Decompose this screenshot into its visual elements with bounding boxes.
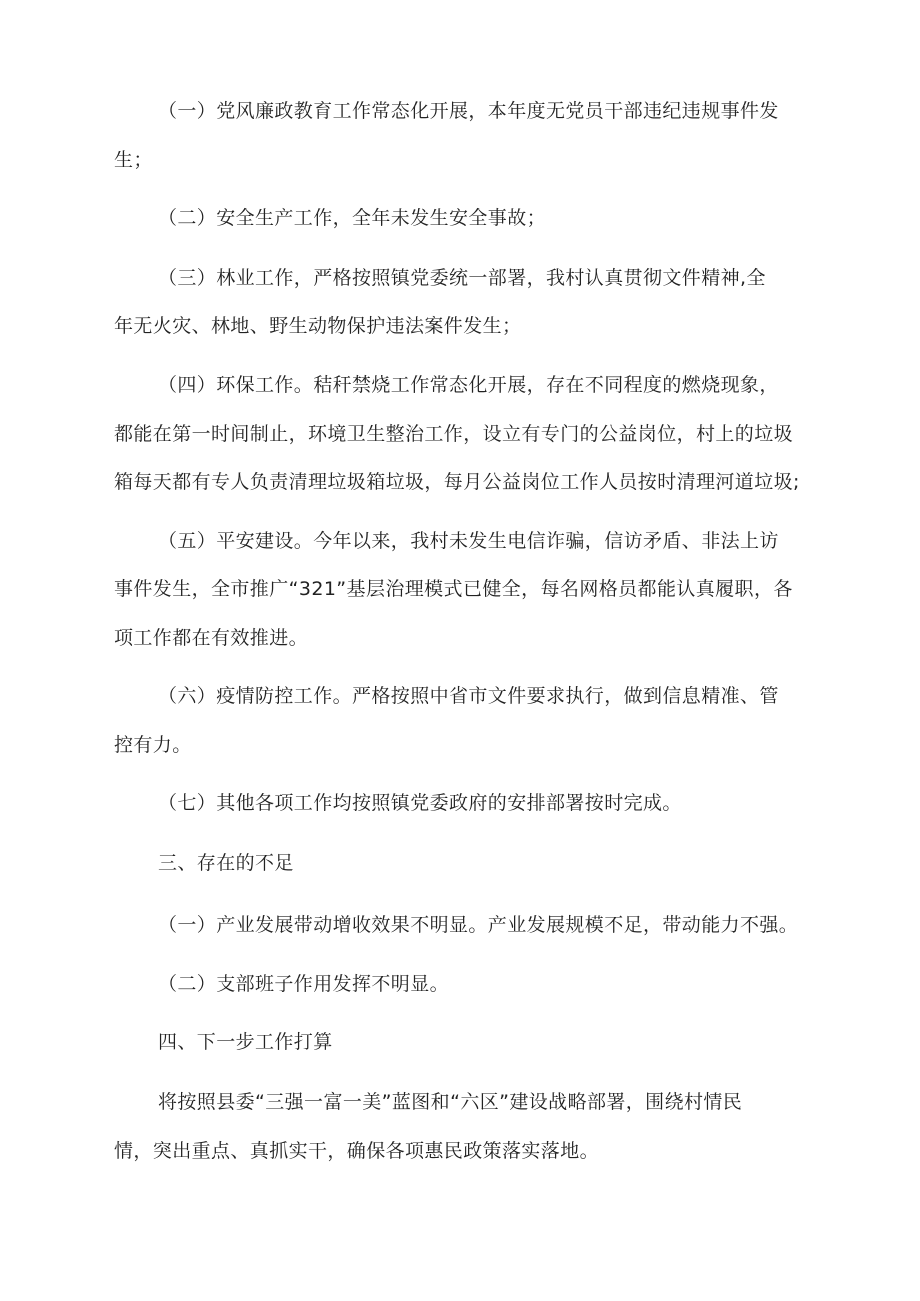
paragraph-line: 箱每天都有专人负责清理垃圾箱垃圾，每月公益岗位工作人员按时清理河道垃圾; [114,471,800,493]
paragraph-line: 都能在第一时间制止，环境卫生整治工作，设立有专门的公益岗位，村上的垃圾 [114,423,794,445]
paragraph-line: （六）疫情防控工作。严格按照中省市文件要求执行，做到信息精准、管 [158,685,779,707]
paragraph-line: 情，突出重点、真抓实干，确保各项惠民政策落实落地。 [114,1140,600,1162]
paragraph-line: 项工作都在有效推进。 [114,627,309,649]
paragraph-line: （四）环保工作。秸秆禁烧工作常态化开展，存在不同程度的燃烧现象， [158,374,779,396]
paragraph-line: （七）其他各项工作均按照镇党委政府的安排部署按时完成。 [158,792,682,814]
paragraph-line: （一）党风廉政教育工作常态化开展，本年度无党员干部违纪违规事件发 [158,100,779,122]
section-heading: 三、存在的不足 [158,852,294,874]
paragraph-line: 将按照县委“三强一富一美”蓝图和“六区”建设战略部署，围绕村情民 [158,1091,743,1113]
paragraph-line: 年无火灾、林地、野生动物保护违法案件发生； [114,315,522,337]
paragraph-line: 事件发生，全市推广“321”基层治理模式已健全，每名网格员都能认真履职，各 [114,578,793,600]
paragraph-line: （五）平安建设。今年以来，我村未发生电信诈骗，信访矛盾、非法上访 [158,530,779,552]
paragraph-line: （二）安全生产工作，全年未发生安全事故； [158,207,547,229]
paragraph-line: （二）支部班子作用发挥不明显。 [158,973,450,995]
paragraph-line: 生； [114,149,153,171]
section-heading: 四、下一步工作打算 [158,1031,333,1053]
paragraph-line: 控有力。 [114,734,192,756]
paragraph-line: （三）林业工作，严格按照镇党委统一部署，我村认真贯彻文件精神,全 [158,267,766,289]
paragraph-line: （一）产业发展带动增收效果不明显。产业发展规模不足，带动能力不强。 [158,914,799,936]
